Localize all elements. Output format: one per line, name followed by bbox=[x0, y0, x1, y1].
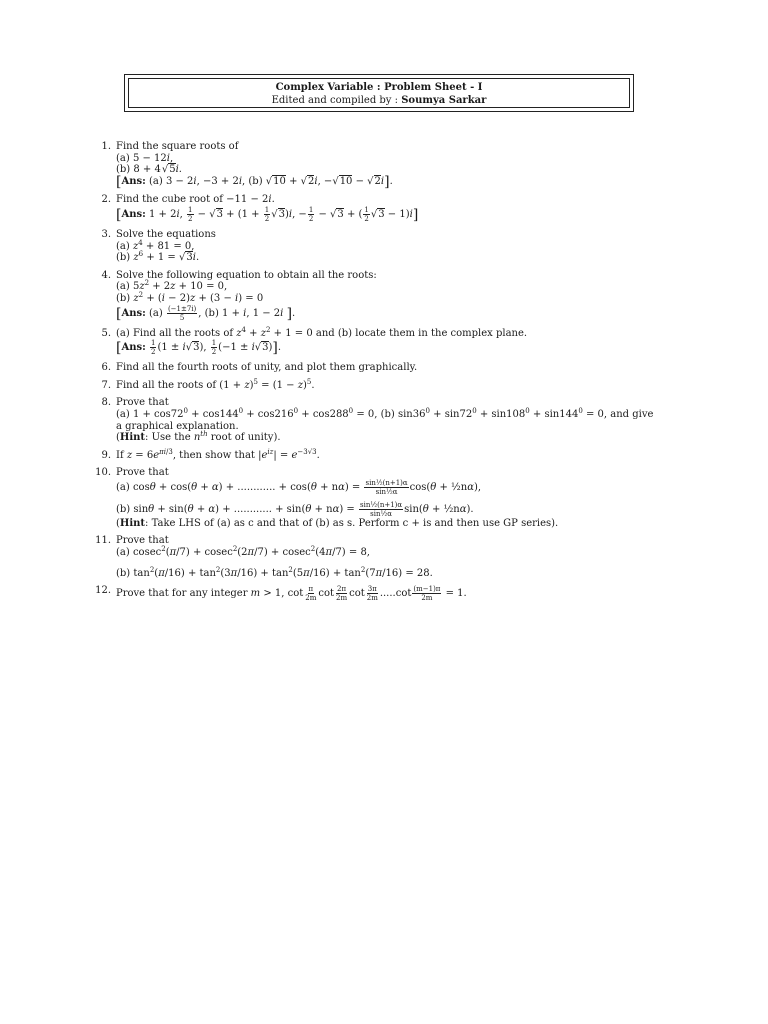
problem-text: Solve the equations bbox=[116, 228, 216, 240]
problem-text: Prove that bbox=[116, 467, 169, 479]
answer: [Ans: 1 + 2i, $\frac{1}{2}$ − √3 + (1 + $\frac{1}{2}$ √3)i, − $\frac{1}{2}$ − √3 + ( $\frac{1}{2}$ √3 − 1)i] bbox=[116, 205, 419, 223]
title-box bbox=[124, 74, 634, 112]
problem-9 bbox=[92, 447, 682, 462]
problem-part-b: (b) sinθ + sin(θ + α) + ............ + sin(θ + nα) = $\frac{\text{sin½(n+1)α}}{\text{sin½α}}$ sin(θ + ½nα). bbox=[116, 500, 474, 518]
problem-text: Prove that for any integer m > 1, cot $\frac{\pi}{2m}$ cot $\frac{2\pi}{2m}$ cot $\frac{3\pi}{2m}$ .....cot $\frac{(m-1)\pi}{2m}$ = 1. bbox=[116, 585, 467, 603]
problem-number: 5. bbox=[101, 327, 111, 339]
problem-11 bbox=[92, 535, 682, 579]
problem-number: 4. bbox=[101, 269, 111, 281]
problem-1 bbox=[92, 141, 682, 188]
problem-number: 3. bbox=[101, 228, 111, 240]
problem-2 bbox=[92, 194, 682, 223]
problem-part-b: (b) $\tan^2(\pi/16) + \tan^2(3\pi/16) + \tan^2(5\pi/16) + \tan^2(7\pi/16) = 28$. bbox=[116, 565, 433, 579]
answer: [Ans: (a) $\frac{(-1\pm 7i)}{5}$ , (b) 1 + i, 1 − 2i ]. bbox=[116, 304, 296, 322]
answer: [Ans: (a) 3 − 2i, −3 + 2i, (b) √10 + √2i, −√10 − √2i]. bbox=[116, 173, 393, 190]
problem-part-a: (a) $1 + \cos 72^0 + \cos 144^0 + \cos 216^0 + \cos 288^0 = 0$, (b) $\sin 36^0 + \sin 72^0 + \sin 108^0 + \sin 144^0 = 0$, and give bbox=[116, 406, 654, 420]
editor-name: Soumya Sarkar bbox=[401, 95, 487, 106]
problem-8 bbox=[92, 397, 682, 443]
problem-5 bbox=[92, 325, 682, 357]
hint: (Hint: Use the $n^{th}$ root of unity). bbox=[116, 430, 281, 444]
problem-number: 10. bbox=[95, 467, 111, 479]
problem-number: 1. bbox=[101, 141, 111, 152]
problem-part-a: (a) $z^4 + 81 = 0$, bbox=[116, 238, 195, 252]
problem-text: Prove that bbox=[116, 397, 169, 409]
sheet-editor bbox=[129, 94, 629, 107]
title-box-inner bbox=[128, 78, 630, 108]
problem-6 bbox=[92, 362, 682, 374]
problem-number: 12. bbox=[95, 585, 111, 597]
problem-part-a: (a) $5z^2 + 2z + 10 = 0$, bbox=[116, 279, 228, 293]
problem-part-a: (a) 5 − 12i, bbox=[116, 152, 174, 164]
hint: (Hint: Take LHS of (a) as c and that of (b) as s. Perform c + is and then use GP series). bbox=[116, 517, 559, 529]
problem-text: Find all the roots of $(1 + z)^5 = (1 - z)^5$. bbox=[116, 377, 315, 391]
problem-text: Solve the following equation to obtain all the roots: bbox=[116, 269, 377, 281]
problem-part-b: (b) $z^2 + (i - 2)z + (3 - i) = 0$ bbox=[116, 290, 264, 304]
problem-10 bbox=[92, 467, 682, 529]
problem-part-b: (b) $z^6 + 1 = √3i$. bbox=[116, 250, 200, 264]
sheet-title: Complex Variable : Problem Sheet - I bbox=[275, 82, 483, 93]
problem-text: (a) Find all the roots of $z^4 + z^2 + 1 = 0$ and (b) locate them in the complex plane. bbox=[116, 325, 528, 339]
editor-prefix: Edited and compiled by : bbox=[271, 95, 399, 106]
problem-list bbox=[92, 141, 682, 602]
problem-number: 9. bbox=[101, 449, 111, 461]
problem-text-cont: a graphical explanation. bbox=[116, 420, 239, 432]
problem-7 bbox=[92, 377, 682, 392]
problem-number: 7. bbox=[101, 379, 111, 391]
problem-number: 8. bbox=[101, 397, 111, 409]
problem-number: 11. bbox=[95, 535, 111, 547]
answer: [Ans: $\frac{1}{2}$ (1 ± i√3), $\frac{1}{2}$ (−1 ± i√3)]. bbox=[116, 339, 282, 357]
problem-text: Find the cube root of −11 − 2i. bbox=[116, 194, 275, 206]
problem-part-b: (b) 8 + 4√5i. bbox=[116, 164, 182, 176]
problem-number: 6. bbox=[101, 362, 111, 374]
problem-text: Find all the fourth roots of unity, and plot them graphically. bbox=[116, 362, 418, 374]
problem-text: Prove that bbox=[116, 535, 169, 547]
problem-part-a: (a) cosec$^2$(π/7) + cosec$^2$(2π/7) + cosec$^2$(4π/7) = 8, bbox=[116, 545, 370, 559]
problem-12 bbox=[92, 585, 682, 602]
problem-number: 2. bbox=[101, 194, 111, 206]
problem-text: Find the square roots of bbox=[116, 141, 239, 152]
problem-text: If $z = 6e^{\pi i/3}$, then show that $|e^{iz}| = e^{-3√3}$. bbox=[116, 447, 320, 461]
problem-part-a: (a) cosθ + cos(θ + α) + ............ + cos(θ + nα) = $\frac{\text{sin½(n+1)α}}{\text{sin½α}}$ cos(θ + ½nα), bbox=[116, 478, 482, 496]
problem-3 bbox=[92, 229, 682, 264]
problem-4 bbox=[92, 270, 682, 322]
